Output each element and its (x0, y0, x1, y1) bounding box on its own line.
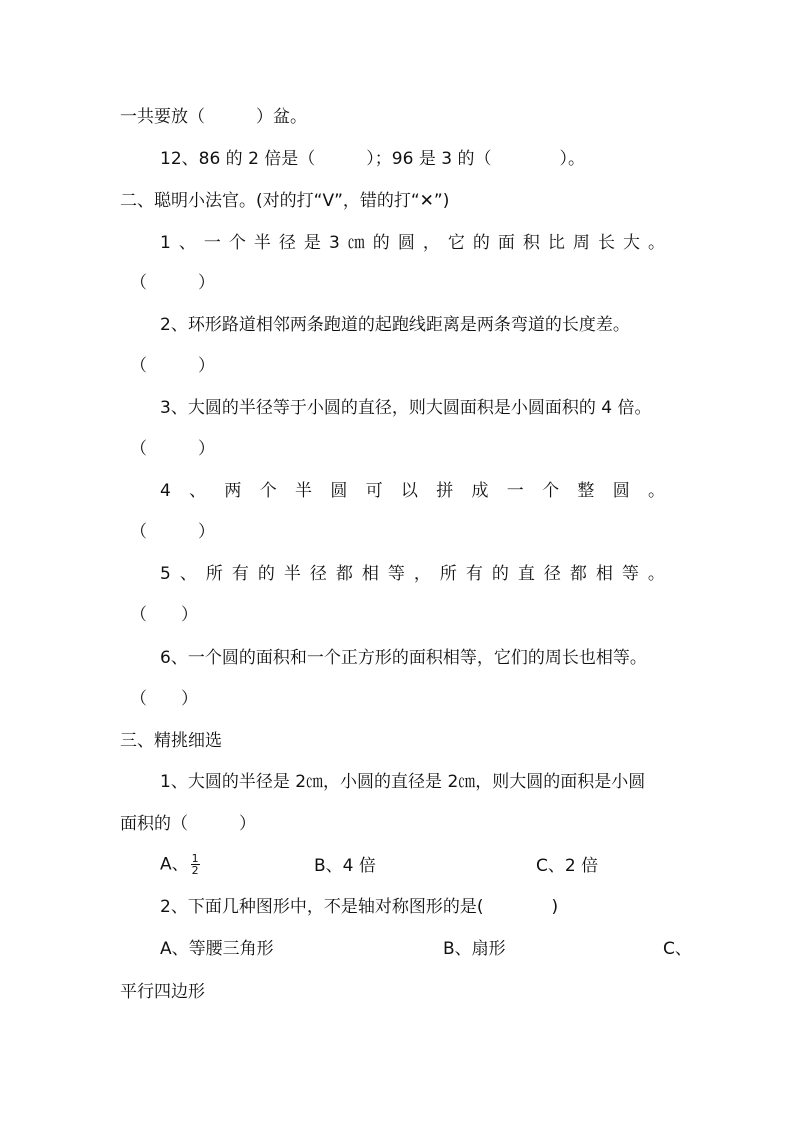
spread-char: 。 (647, 564, 665, 584)
spread-char: 可 (365, 481, 383, 501)
spread-char: 径 (543, 564, 561, 584)
question-12: 12、86 的 2 倍是（ ）；96 是 3 的（ ）。 (160, 149, 585, 169)
spread-char: 有 (231, 564, 249, 584)
answer-paren-3: （ ） (130, 439, 215, 459)
spread-char: 都 (569, 564, 587, 584)
section-3-title: 三、精挑细选 (120, 731, 222, 751)
choice-1-option-c: C、2 倍 (536, 856, 599, 876)
option-a-label: A、 (160, 854, 189, 875)
spread-char: 个 (542, 481, 560, 501)
spread-char: 所 (439, 564, 457, 584)
judge-question-5 (160, 563, 665, 585)
spread-char: 大 (622, 233, 640, 253)
spread-char: 相 (361, 564, 379, 584)
choice-2-option-c-cont: 平行四边形 (120, 982, 205, 1002)
spread-char: 。 (647, 233, 665, 253)
answer-paren-5: （ ） (130, 605, 198, 625)
choice-1-option-a (160, 853, 200, 876)
spread-char: 个 (259, 481, 277, 501)
spread-char: 它 (447, 233, 465, 253)
spread-char: 的 (372, 233, 390, 253)
spread-char: 、 (189, 481, 207, 501)
spread-char: 、 (179, 564, 197, 584)
fill-blank-line: 一共要放（ ）盆。 (120, 107, 307, 127)
spread-char: 拼 (436, 481, 454, 501)
spread-char: ， (422, 233, 440, 253)
spread-char: 面 (497, 233, 515, 253)
spread-char: 圆 (397, 233, 415, 253)
answer-paren-1: （ ） (130, 273, 215, 293)
section-2-title: 二、聪明小法官。(对的打“V”，错的打“✕”) (120, 191, 450, 211)
judge-question-2: 2、环形路道相邻两条跑道的起跑线距离是两条弯道的长度差。 (160, 315, 630, 335)
judge-question-1 (160, 232, 665, 254)
spread-char: 有 (465, 564, 483, 584)
answer-paren-6: （ ） (130, 689, 198, 709)
spread-char: 比 (547, 233, 565, 253)
spread-char: 1 (160, 233, 171, 253)
judge-question-6: 6、一个圆的面积和一个正方形的面积相等，它们的周长也相等。 (160, 648, 647, 668)
spread-char: 直 (517, 564, 535, 584)
spread-char: 一 (506, 481, 524, 501)
choice-question-2: 2、下面几种图形中，不是轴对称图形的是( ) (160, 897, 559, 917)
spread-char: 积 (522, 233, 540, 253)
choice-1-option-b: B、4 倍 (314, 856, 376, 876)
spread-char: 周 (572, 233, 590, 253)
answer-paren-2: （ ） (130, 356, 215, 376)
spread-char: 长 (597, 233, 615, 253)
spread-char: 一 (203, 233, 221, 253)
spread-char: 径 (309, 564, 327, 584)
choice-question-1-cont: 面积的（ ） (120, 814, 256, 834)
spread-char: 的 (472, 233, 490, 253)
spread-char: 等 (621, 564, 639, 584)
fraction-denominator: 2 (191, 864, 199, 877)
spread-char: 等 (387, 564, 405, 584)
spread-char: 3 (328, 233, 340, 253)
spread-char: 相 (595, 564, 613, 584)
answer-paren-4: （ ） (130, 522, 215, 542)
spread-char: 个 (228, 233, 246, 253)
spread-char: 半 (253, 233, 271, 253)
spread-char: 是 (303, 233, 321, 253)
spread-char: 两 (224, 481, 242, 501)
spread-char: 径 (278, 233, 296, 253)
spread-char: 的 (491, 564, 509, 584)
spread-char: 以 (400, 481, 418, 501)
spread-char: 整 (577, 481, 595, 501)
spread-char: 、 (178, 233, 196, 253)
spread-char: 的 (257, 564, 275, 584)
spread-char: 成 (471, 481, 489, 501)
choice-question-1: 1、大圆的半径是 2㎝，小圆的直径是 2㎝，则大圆的面积是小圆 (160, 772, 646, 792)
spread-char: 半 (295, 481, 313, 501)
spread-char: ， (413, 564, 431, 584)
spread-char: 所 (205, 564, 223, 584)
choice-2-option-b: B、扇形 (443, 939, 506, 959)
spread-char: 5 (160, 564, 171, 584)
spread-char: 4 (160, 481, 171, 501)
spread-char: 圆 (330, 481, 348, 501)
spread-char: 都 (335, 564, 353, 584)
spread-char: 。 (647, 481, 665, 501)
fraction-numerator: 1 (191, 852, 199, 865)
judge-question-3: 3、大圆的半径等于小圆的直径，则大圆面积是小圆面积的 4 倍。 (160, 398, 652, 418)
choice-2-option-a: A、等腰三角形 (160, 939, 274, 959)
spread-char: ㎝ (347, 233, 365, 253)
choice-2-option-c: C、 (663, 939, 692, 959)
judge-question-4 (160, 480, 665, 502)
spread-char: 圆 (612, 481, 630, 501)
fraction-one-half (191, 853, 200, 876)
spread-char: 半 (283, 564, 301, 584)
